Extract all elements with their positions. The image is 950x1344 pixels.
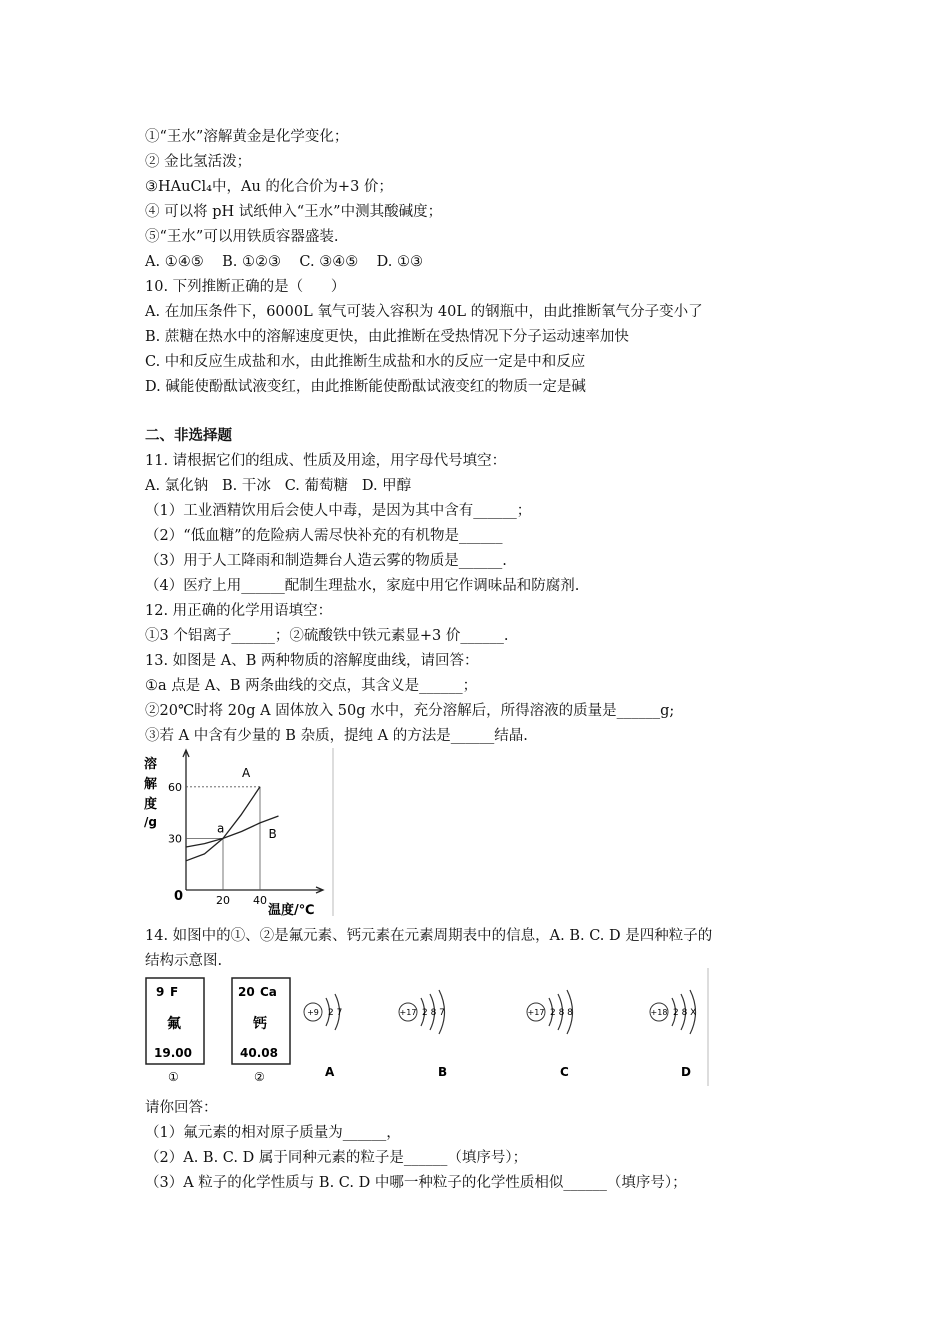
x-tick-label: 40 [253,894,267,907]
q9-options: A. ①④⑤ B. ①②③ C. ③④⑤ D. ①③ [145,254,423,270]
electron-counts: 2 8 7 [422,1008,445,1018]
q13-part-2: ②20℃时将 20g A 固体放入 50g 水中，充分溶解后，所得溶液的质量是______g; [145,703,675,719]
x-axis-label: 温度/℃ [268,903,315,918]
electron-counts: 2 8 8 [550,1008,573,1018]
q10-option-a: A. 在加压条件下，6000L 氧气可装入容积为 40L 的钢瓶中，由此推断氧气分子变小了 [145,304,703,320]
nucleus-charge: +17 [399,1008,417,1017]
nucleus-charge: +17 [527,1008,545,1017]
q13-stem: 13. 如图是 A、B 两种物质的溶解度曲线，请回答： [145,653,479,669]
q11-stem: 11. 请根据它们的组成、性质及用途，用字母代号填空： [145,453,507,469]
element-card-label: ① [168,1070,179,1084]
y-tick-label: 30 [168,832,182,846]
element-name: 氟 [167,1016,181,1032]
y-axis-label-4: /g [144,815,157,829]
y-axis-label-3: 度 [144,797,158,812]
series-label-B: B [268,827,277,842]
y-tick-label: 60 [168,780,182,794]
q12-line: ①3 个铝离子______；②硫酸铁中铁元素显+3 价______. [145,628,509,644]
origin-label: 0 [174,889,184,904]
atomic-number: 20 [238,985,255,999]
section-heading: 二、非选择题 [145,428,232,444]
q13-part-3: ③若 A 中含有少量的 B 杂质，提纯 A 的方法是______结晶. [145,728,528,744]
intersection-label: a [217,821,225,836]
q10-option-b: B. 蔗糖在热水中的溶解速度更快，由此推断在受热情况下分子运动速率加快 [145,329,629,345]
q9-item-4: ④ 可以将 pH 试纸伸入“王水”中测其酸碱度； [145,204,443,220]
y-axis-label-2: 解 [144,777,158,792]
element-card-calcium [232,978,290,1084]
q14-answer-intro: 请你回答： [145,1100,218,1116]
q14-part-3: （3）A 粒子的化学性质与 B. C. D 中哪一种粒子的化学性质相似______（填序号）； [145,1175,687,1191]
solubility-chart [140,748,340,920]
series-curve-B [186,816,279,847]
particle-label: D [681,1065,691,1079]
series-label-A: A [242,765,251,780]
atomic-mass: 19.00 [154,1046,192,1060]
q9-item-5: ⑤“王水”可以用铁质容器盛装. [145,229,339,245]
element-symbol: Ca [260,985,277,999]
particle-label: B [438,1065,448,1079]
element-card-label: ② [254,1070,265,1084]
q14-stem-line-1: 14. 如图中的①、②是氟元素、钙元素在元素周期表中的信息，A. B. C. D 是四种粒子的 [145,928,713,944]
q9-item-1: ①“王水”溶解黄金是化学变化； [145,129,349,145]
q11-options: A. 氯化钠 B. 干冰 C. 葡萄糖 D. 甲醇 [145,478,412,494]
q9-item-2: ② 金比氢活泼； [145,154,252,170]
q11-part-3: （3）用于人工降雨和制造舞台人造云雾的物质是______. [145,553,507,569]
q10-option-d: D. 碱能使酚酞试液变红，由此推断能使酚酞试液变红的物质一定是碱 [145,379,586,395]
q11-part-2: （2）“低血糖”的危险病人需尽快补充的有机物是______ [145,528,503,544]
q13-part-1: ①a 点是 A、B 两条曲线的交点，其含义是______； [145,678,478,694]
atomic-mass: 40.08 [240,1046,278,1060]
q14-part-2: （2）A. B. C. D 属于同种元素的粒子是______（填序号）； [145,1150,528,1166]
particle-a [304,994,342,1079]
particle-label: C [560,1065,569,1079]
chart-plot-area [168,750,323,907]
q10-stem: 10. 下列推断正确的是（ ） [145,279,346,295]
y-axis-label-1: 溶 [144,757,158,772]
q14-stem-line-2: 结构示意图. [145,953,223,969]
q11-part-4: （4）医疗上用______配制生理盐水，家庭中用它作调味品和防腐剂. [145,578,580,594]
particle-d [650,990,696,1079]
nucleus-charge: +18 [650,1008,668,1017]
element-name: 钙 [253,1016,267,1032]
particle-c [527,990,573,1079]
periodic-table-figure [140,968,720,1088]
element-symbol: F [170,985,179,999]
q14-part-1: （1）氟元素的相对原子质量为______， [145,1125,401,1141]
electron-counts: 2 8 X [673,1008,697,1018]
q9-item-3: ③HAuCl₄中，Au 的化合价为+3 价； [145,179,393,195]
q10-option-c: C. 中和反应生成盐和水，由此推断生成盐和水的反应一定是中和反应 [145,354,586,370]
atomic-number: 9 [156,985,165,999]
particle-label: A [325,1065,335,1079]
q12-stem: 12. 用正确的化学用语填空： [145,603,333,619]
nucleus-charge: +9 [307,1008,319,1017]
particle-b [399,990,447,1079]
periodic-table-figure-svg [140,968,720,1088]
solubility-chart-svg [140,748,340,920]
x-tick-label: 20 [216,894,230,907]
element-card-fluorine [146,978,204,1084]
q11-part-1: （1）工业酒精饮用后会使人中毒，是因为其中含有______； [145,503,532,519]
electron-counts: 2 7 [328,1008,343,1018]
